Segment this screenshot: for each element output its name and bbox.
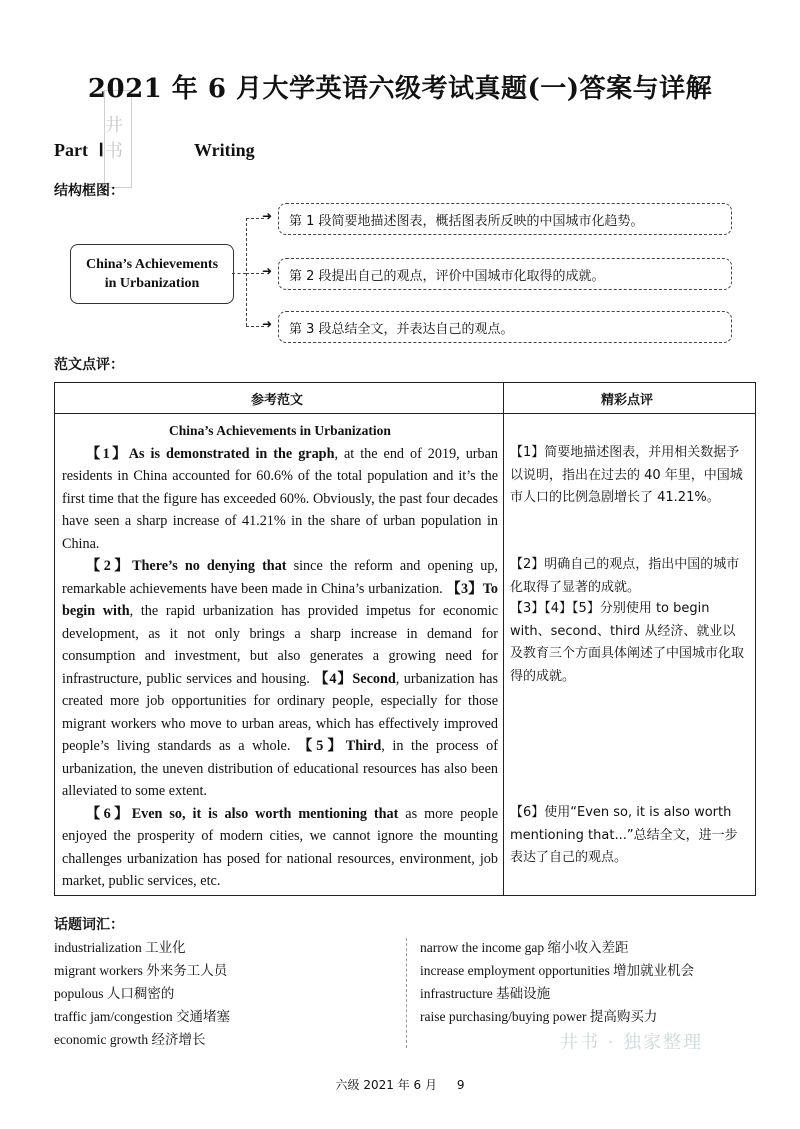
bracket-line (246, 218, 248, 326)
arrow-icon: ➜ (262, 264, 273, 278)
essay-paragraph-1 (62, 443, 498, 556)
part-label: Part (54, 140, 88, 160)
col1-header: 参考范文 (251, 393, 304, 408)
topic-box (70, 244, 234, 304)
vocab-divider (406, 938, 407, 1048)
structure-label: 结构框图： (54, 183, 124, 199)
paragraph-text: as more people enjoyed the prosperity of modern cities, we cannot ignore the mounting challenges urbanization has posed for national resources, environment, job market, public services, etc. (62, 805, 498, 889)
tag: 【2】 (86, 558, 133, 574)
branch-1: 第 1 段简要地描述图表，概括图表所反映的中国城市化趋势。 (278, 203, 732, 235)
tag: 【4】 (314, 670, 353, 687)
topic-line-1: China’s Achievements (85, 257, 219, 272)
paragraph-text: , the rapid urbanization has provided impetus for economic development, as it not only brings a sharp increase in demand for consumption and investment, but also generates a growing need for infrastructure, public services and housing. (62, 603, 498, 687)
vocab-list-left (54, 936, 230, 1051)
part-name: Writing (194, 140, 255, 160)
key-phrase: As is demonstrated in the graph (128, 445, 335, 462)
vocab-item: raise purchasing/buying power 提高购买力 (420, 1009, 658, 1024)
essay-title: China’s Achievements in Urbanization (169, 423, 391, 438)
arrow-icon: ➜ (262, 317, 273, 331)
comment-2: 【2】明确自己的观点，指出中国的城市化取得了显著的成就。 (510, 557, 740, 595)
vocab-item: industrialization 工业化 (54, 940, 186, 955)
vocab-item: migrant workers 外来务工人员 (54, 963, 228, 978)
comment-1: 【1】简要地描述图表，并用相关数据予以说明，指出在过去的 40 年里，中国城市人口的比例急剧增长了 41.21%。 (510, 445, 743, 505)
footer-text: 六级 2021 年 6 月 (335, 1078, 437, 1092)
key-phrase: Even so, it is also worth mentioning that (131, 805, 399, 822)
paragraph-text: , in the process of urbanization, the uneven distribution of educational resources has also been alleviated to some extent. (62, 738, 498, 799)
watermark-stamp: 井书 (104, 90, 132, 188)
key-phrase: Second (352, 670, 396, 687)
vocab-list-right (420, 936, 694, 1028)
key-phrase: There’s no denying that (132, 558, 287, 574)
column-divider (503, 383, 504, 895)
page-number: 9 (456, 1078, 465, 1092)
arrow-icon: ➜ (262, 209, 273, 223)
col2-header: 精彩点评 (601, 393, 654, 408)
tag: 【5】 (298, 738, 346, 754)
branch-3: 第 3 段总结全文，并表达自己的观点。 (278, 311, 732, 343)
page-title: 2021 年 6 月大学英语六级考试真题(一)答案与详解 (87, 74, 713, 104)
essay-paragraph-2 (62, 555, 498, 803)
topic-line-2: in Urbanization (104, 276, 200, 291)
vocab-item: economic growth 经济增长 (54, 1032, 206, 1047)
vocab-item: narrow the income gap 缩小收入差距 (420, 940, 629, 955)
part-number: Ⅰ (98, 140, 104, 160)
vocab-item: populous 人口稠密的 (54, 986, 175, 1001)
key-phrase: Third (345, 738, 382, 754)
comment-4: 【6】使用“Even so, it is also worth mentioning that...”总结全文，进一步表达了自己的观点。 (510, 805, 738, 865)
review-label: 范文点评： (54, 357, 124, 373)
tag: 【6】 (86, 805, 132, 822)
vocab-item: infrastructure 基础设施 (420, 986, 551, 1001)
vocab-item: increase employment opportunities 增加就业机会 (420, 963, 695, 978)
vocab-item: traffic jam/congestion 交通堵塞 (54, 1009, 230, 1024)
vocab-label: 话题词汇： (54, 917, 124, 933)
page-footer (0, 1076, 800, 1093)
paragraph-text: , urbanization has created more job opportunities for ordinary people, especially for those migrant workers who move to urban areas, which has effectively improved people’s living standards as a whole. (62, 670, 499, 754)
essay-paragraph-3 (62, 803, 498, 893)
part-heading (54, 140, 255, 161)
paragraph-text: since the reform and opening up, remarkable achievements have been made in China’s urbanization. (62, 558, 498, 597)
sample-essay (62, 420, 498, 893)
branch-2: 第 2 段提出自己的观点，评价中国城市化取得的成就。 (278, 258, 732, 290)
tag: 【3】 (446, 580, 483, 597)
watermark-text: 井书 · 独家整理 (560, 1032, 704, 1053)
paragraph-text: , at the end of 2019, urban residents in China accounted for 60.6% of the total population and it’s the first time that the figure has exceeded 60%. Obviously, the past four decades have seen a sharp increase of 41.21% in the share of urban population in China. (62, 445, 498, 552)
key-phrase: To begin with (62, 580, 498, 619)
tag: 【1】 (86, 445, 129, 462)
comment-3: 【3】【4】【5】分别使用 to begin with、second、third 从经济、就业以及教育三个方面具体阐述了中国城市化取得的成就。 (510, 601, 745, 684)
connector (232, 273, 246, 274)
